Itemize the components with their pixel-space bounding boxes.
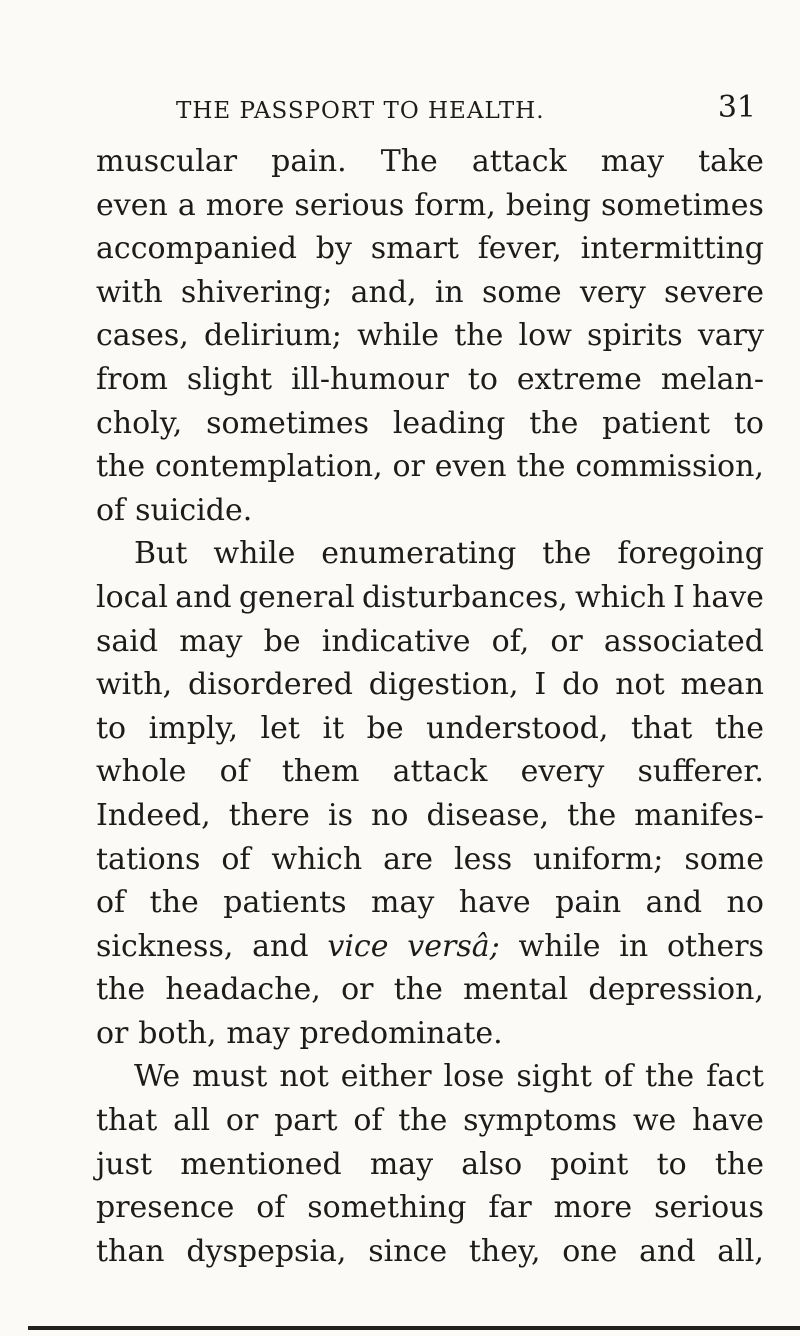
body-text	[96, 140, 764, 1273]
text-line: tations of which are less uniform; some	[96, 841, 764, 877]
text-line: with shivering; and, in some very severe	[96, 274, 764, 310]
text-line: Indeed, there is no disease, the manifes-	[96, 797, 764, 833]
text-line: than dyspepsia, since they, one and all,	[96, 1233, 764, 1269]
text-line: presence of something far more serious	[96, 1190, 764, 1226]
text-line: of the patients may have pain and no	[96, 885, 764, 921]
text-line: We must not either lose sight of the fact	[134, 1059, 764, 1095]
text-line: said may be indicative of, or associated	[96, 623, 764, 659]
running-head: THE PASSPORT TO HEALTH.	[176, 98, 545, 124]
text-line: that all or part of the symptoms we have	[96, 1103, 764, 1139]
text-line: accompanied by smart fever, intermitting	[96, 231, 764, 267]
text-line: to imply, let it be understood, that the	[96, 710, 764, 746]
text-line: muscular pain. The attack may take	[96, 144, 764, 179]
text-line: But while enumerating the foregoing	[134, 536, 764, 572]
text-line: local and general disturbances, which I have	[96, 579, 764, 615]
text-line: the contemplation, or even the commission,	[96, 449, 764, 485]
page-bottom-edge	[28, 1326, 800, 1330]
text-line: with, disordered digestion, I do not mean	[96, 667, 764, 703]
text-line: from slight ill-humour to extreme melan-	[96, 361, 764, 397]
text-line: cases, delirium; while the low spirits vary	[96, 318, 764, 354]
text-line: or both, may predominate.	[96, 1015, 503, 1051]
text-line: even a more serious form, being sometimes	[96, 187, 764, 223]
text-line: choly, sometimes leading the patient to	[96, 405, 764, 441]
text-line: sickness, and vice versâ; while in others	[96, 928, 764, 964]
text-line: of suicide.	[96, 492, 253, 528]
text-line: whole of them attack every sufferer.	[96, 754, 764, 790]
page-number: 31	[717, 90, 756, 125]
page-header	[176, 90, 756, 138]
text-line: just mentioned may also point to the	[96, 1146, 764, 1182]
text-line: the headache, or the mental depression,	[96, 972, 764, 1008]
